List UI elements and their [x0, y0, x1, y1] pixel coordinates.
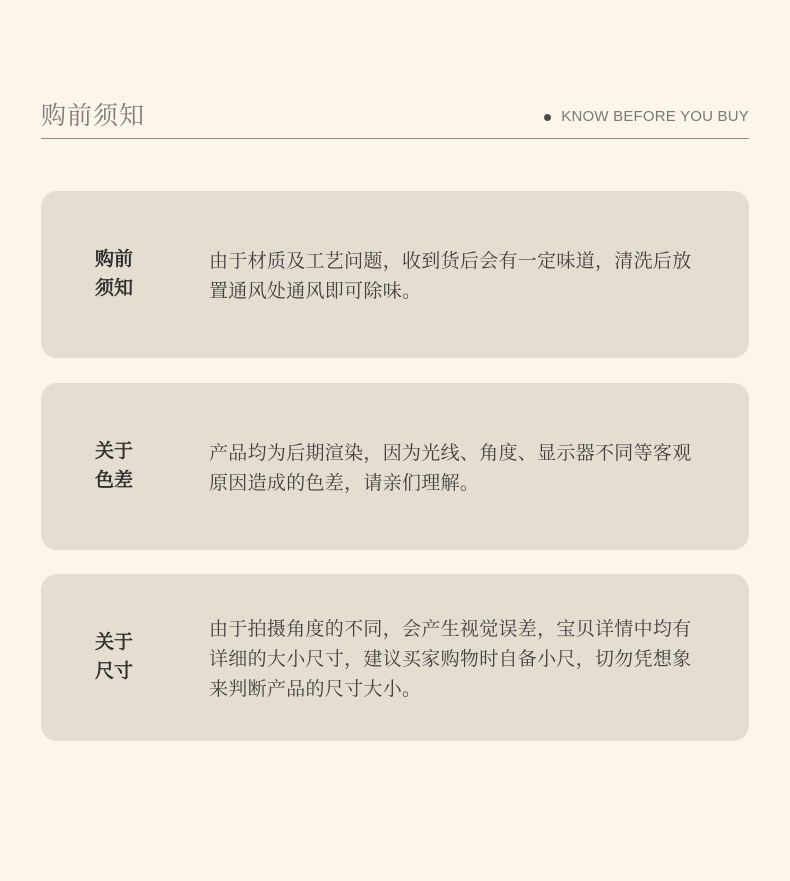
card-label-line: 须知 [95, 277, 134, 299]
notice-card-smell [41, 191, 749, 358]
card-label-line: 关于 [95, 440, 134, 462]
card-label-line: 购前 [95, 248, 134, 270]
card-label [95, 437, 155, 495]
card-text: 产品均为后期渲染，因为光线、角度、显示器不同等客观原因造成的色差，请亲们理解。 [209, 442, 692, 494]
notice-card-color [41, 383, 749, 550]
section-title: 购前须知 [41, 101, 146, 130]
card-label-line: 关于 [95, 631, 134, 653]
section-header [41, 96, 749, 139]
bullet-dot-icon [544, 114, 551, 121]
card-label [95, 628, 155, 686]
notice-card-size [41, 574, 749, 741]
section-subtitle-text: KNOW BEFORE YOU BUY [561, 108, 749, 125]
card-label [95, 245, 155, 303]
card-label-line: 尺寸 [95, 660, 134, 682]
card-label-line: 色差 [95, 469, 134, 491]
card-text: 由于材质及工艺问题，收到货后会有一定味道，清洗后放置通风处通风即可除味。 [209, 250, 692, 302]
section-subtitle [544, 108, 749, 126]
card-text: 由于拍摄角度的不同，会产生视觉误差，宝贝详情中均有详细的大小尺寸，建议买家购物时自备小尺，切勿凭想象来判断产品的尺寸大小。 [209, 618, 692, 700]
